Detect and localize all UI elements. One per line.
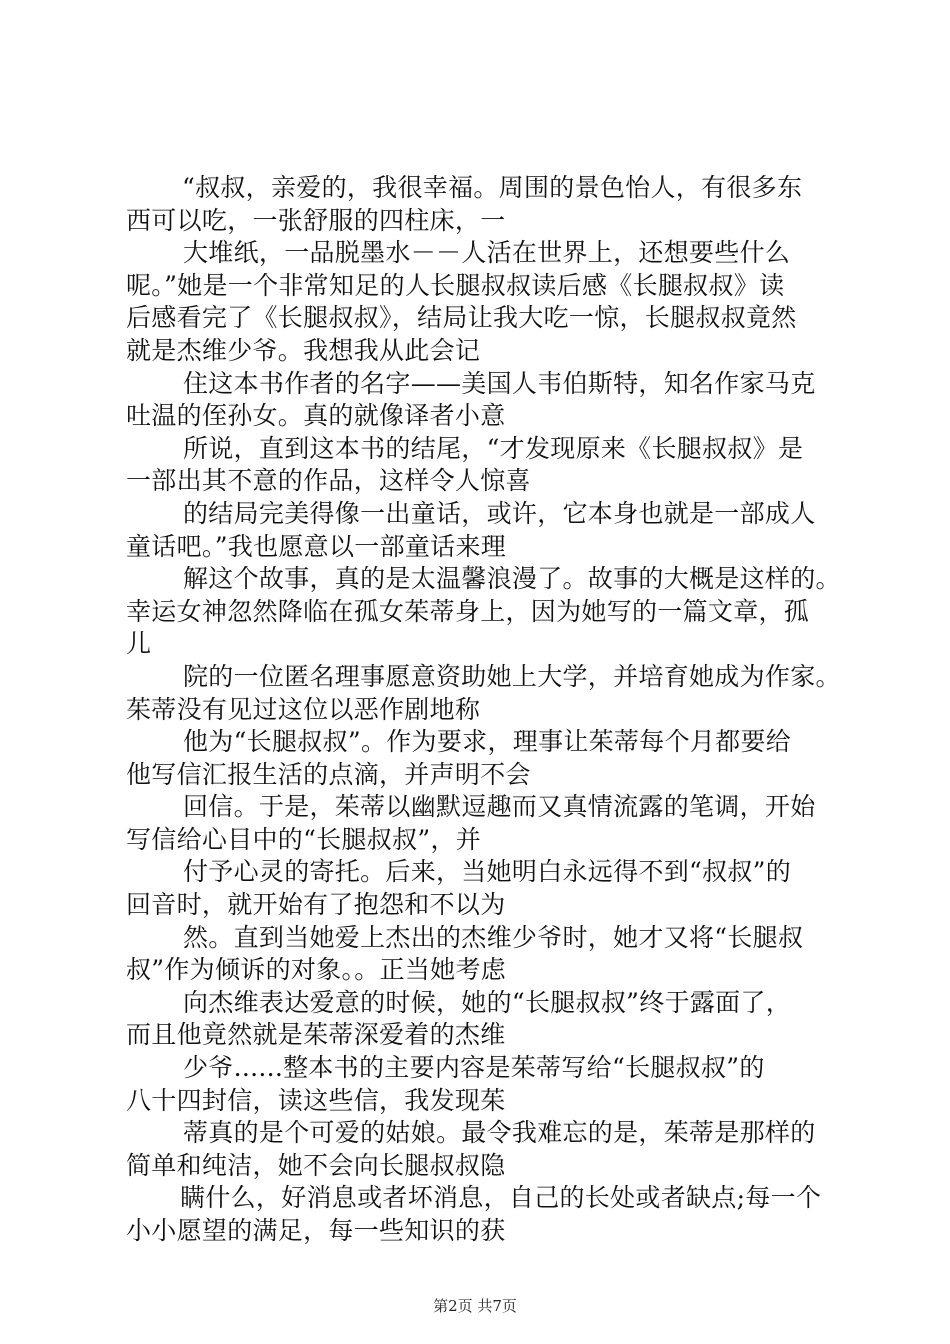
page-number-footer: 第2页 共7页 [433, 1297, 517, 1315]
text-line: 幸运女神忽然降临在孤女茱蒂身上，因为她写的一篇文章，孤 [126, 596, 810, 626]
text-line: 蒂真的是个可爱的姑娘。最令我难忘的是，茱蒂是那样的 [183, 1118, 816, 1148]
text-line: 一部出其不意的作品，这样令人惊喜 [126, 466, 531, 496]
text-line: 就是杰维少爷。我想我从此会记 [126, 335, 481, 365]
text-line: 他为“长腿叔叔”。作为要求，理事让茱蒂每个月都要给 [183, 727, 792, 757]
text-line: 小小愿望的满足，每一些知识的获 [126, 1216, 506, 1245]
text-line: 后感看完了《长腿叔叔》，结局让我大吃一惊，长腿叔叔竟然 [126, 303, 797, 333]
text-line: 解这个故事，真的是太温馨浪漫了。故事的大概是这样的。 [183, 564, 841, 594]
text-line: 回信。于是，茱蒂以幽默逗趣而又真情流露的笔调，开始 [183, 792, 816, 822]
text-line: 住这本书作者的名字——美国人韦伯斯特，知名作家马克 [183, 368, 816, 398]
text-line: 瞒什么，好消息或者坏消息，自己的长处或者缺点;每一个 [180, 1183, 822, 1213]
text-line: 叔”作为倾诉的对象。。正当她考虑 [126, 955, 507, 985]
text-line: 八十四封信，读这些信，我发现茱 [126, 1085, 506, 1115]
text-line: 简单和纯洁，她不会向长腿叔叔隐 [126, 1150, 506, 1180]
text-line: 写信给心目中的“长腿叔叔”，并 [126, 824, 482, 854]
text-line: 西可以吃，一张舒服的四柱床，一 [126, 205, 506, 235]
text-line: 回音时，就开始有了抱怨和不以为 [126, 890, 506, 920]
text-line: 少爷......整本书的主要内容是茱蒂写给“长腿叔叔”的 [183, 1053, 765, 1083]
text-line: 呢。”她是一个非常知足的人长腿叔叔读后感《长腿叔叔》读 [126, 270, 785, 300]
text-line: “叔叔，亲爱的，我很幸福。周围的景色怡人，有很多东 [182, 173, 803, 202]
text-line: 而且他竟然就是茱蒂深爱着的杰维 [126, 1020, 506, 1050]
text-line: 向杰维表达爱意的时候，她的“长腿叔叔”终于露面了， [183, 987, 792, 1017]
document-body [126, 172, 846, 1248]
text-line: 儿 [126, 629, 152, 659]
text-line: 的结局完美得像一出童话，或许，它本身也就是一部成人 [183, 498, 816, 528]
text-line: 吐温的侄孙女。真的就像译者小意 [126, 401, 506, 431]
text-line: 大堆纸，一品脱墨水－－人活在世界上，还想要些什么 [183, 238, 791, 268]
text-line: 童话吧。”我也愿意以一部童话来理 [126, 531, 507, 561]
text-line: 院的一位匿名理事愿意资助她上大学，并培育她成为作家。 [183, 661, 841, 691]
text-line: 然。直到当她爱上杰出的杰维少爷时，她才又将“长腿叔 [183, 922, 804, 952]
text-line: 茱蒂没有见过这位以恶作剧地称 [126, 694, 481, 724]
text-line: 他写信汇报生活的点滴，并声明不会 [126, 759, 531, 789]
text-line: 付予心灵的寄托。后来，当她明白永远得不到“叔叔”的 [183, 857, 792, 887]
text-line: 所说，直到这本书的结尾，“才发现原来《长腿叔叔》是 [183, 433, 804, 463]
